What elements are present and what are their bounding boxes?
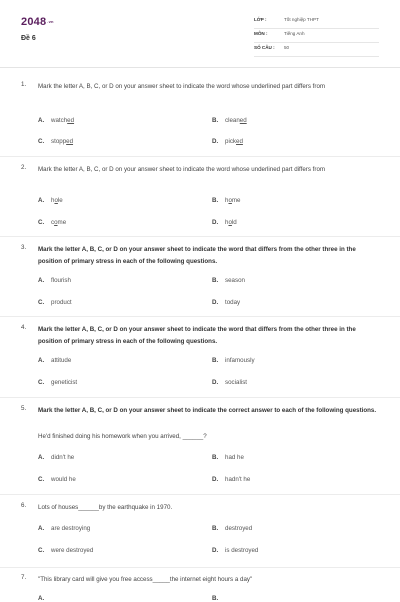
- question-number: 1.: [21, 81, 27, 88]
- meta-key: MÔN :: [254, 31, 268, 36]
- question-number: 2.: [21, 164, 27, 171]
- meta-value: Tiếng Anh: [284, 31, 305, 36]
- question-divider: [0, 494, 400, 495]
- question-divider: [0, 567, 400, 568]
- option-b[interactable]: B. destroyed: [212, 525, 253, 532]
- option-c[interactable]: C. come: [38, 219, 67, 226]
- question-divider: [0, 156, 400, 157]
- meta-key: LỚP :: [254, 17, 267, 22]
- meta-key: SỐ CÂU :: [254, 45, 275, 50]
- option-c[interactable]: C. were destroyed: [38, 547, 94, 554]
- question-text: Lots of houses______by the earthquake in 1970.: [38, 504, 173, 511]
- option-a[interactable]: A. watched: [38, 117, 75, 124]
- meta-subject: [254, 28, 379, 43]
- question-number: 4.: [21, 324, 27, 331]
- meta-class: [254, 14, 379, 29]
- option-d[interactable]: D. today: [212, 299, 241, 306]
- question-number: 5.: [21, 405, 27, 412]
- option-c[interactable]: C. product: [38, 299, 72, 306]
- option-c[interactable]: C. geneticist: [38, 379, 78, 386]
- header-divider: [0, 67, 400, 68]
- option-b[interactable]: B. cleaned: [212, 117, 247, 124]
- option-a[interactable]: A. attitude: [38, 357, 72, 364]
- option-c[interactable]: C. would he: [38, 476, 76, 483]
- exam-header: [0, 0, 400, 74]
- option-d[interactable]: D. hold: [212, 219, 237, 226]
- option-d[interactable]: D. socialist: [212, 379, 248, 386]
- option-b[interactable]: B. season: [212, 277, 245, 284]
- meta-question-count: [254, 42, 379, 57]
- question-text: Mark the letter A, B, C, or D on your answer sheet to indicate the word whose underlined part differs from: [38, 166, 326, 173]
- option-b[interactable]: B. infamously: [212, 357, 255, 364]
- option-a[interactable]: A. flourish: [38, 277, 71, 284]
- site-logo[interactable]: $2048^{.vn}$: [21, 16, 54, 28]
- question-divider: [0, 316, 400, 317]
- option-a[interactable]: A. are destroying: [38, 525, 91, 532]
- question-number: 6.: [21, 502, 27, 509]
- option-d[interactable]: D. hadn't he: [212, 476, 251, 483]
- option-a[interactable]: A. didn't he: [38, 454, 75, 461]
- question-divider: [0, 397, 400, 398]
- question-number: 7.: [21, 574, 27, 581]
- option-d[interactable]: D. picked: [212, 138, 243, 145]
- option-a[interactable]: A. hole: [38, 197, 63, 204]
- question-text: "This library card will give you free access_____the internet eight hours a day": [38, 576, 253, 583]
- option-c[interactable]: C. stopped: [38, 138, 74, 145]
- question-text: Mark the letter A, B, C, or D on your answer sheet to indicate the word that differs from the other three in the position of primary stress in each of the following questions.: [38, 246, 356, 265]
- option-d[interactable]: D. is destroyed: [212, 547, 259, 554]
- meta-value: Tốt nghiệp THPT: [284, 17, 319, 22]
- option-b[interactable]: B.: [212, 595, 219, 602]
- question-stem: He'd finished doing his homework when you arrived, ______?: [38, 433, 207, 440]
- question-number: 3.: [21, 244, 27, 251]
- option-b[interactable]: B. home: [212, 197, 241, 204]
- exam-label: Đề 6: [21, 35, 36, 42]
- question-divider: [0, 236, 400, 237]
- option-a[interactable]: A.: [38, 595, 45, 602]
- question-text: Mark the letter A, B, C, or D on your answer sheet to indicate the word that differs from the other three in the position of primary stress in each of the following questions.: [38, 326, 356, 345]
- question-text: Mark the letter A, B, C, or D on your answer sheet to indicate the word whose underlined part differs from: [38, 83, 326, 90]
- meta-value: 50: [284, 45, 290, 50]
- question-text: Mark the letter A, B, C, or D on your answer sheet to indicate the correct answer to each of the following questions.: [38, 407, 377, 414]
- option-b[interactable]: B. had he: [212, 454, 244, 461]
